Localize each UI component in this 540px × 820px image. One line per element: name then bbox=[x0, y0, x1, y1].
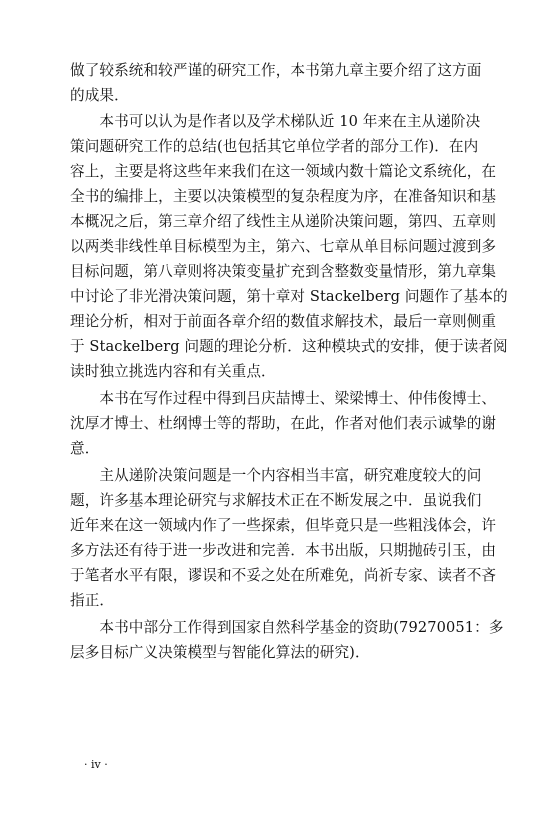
text-line: 近年来在这一领域内作了一些探索，但毕竟只是一些粗浅体会，许 bbox=[70, 517, 497, 534]
text-line: 题，许多基本理论研究与求解技术正在不断发展之中．虽说我们 bbox=[70, 492, 482, 509]
text-line: 策问题研究工作的总结(也包括其它单位学者的部分工作)．在内 bbox=[70, 138, 479, 155]
text-line: 本概况之后，第三章介绍了线性主从递阶决策问题，第四、五章则 bbox=[70, 213, 497, 230]
text-line: 全书的编排上，主要以决策模型的复杂程度为序，在准备知识和基 bbox=[70, 188, 497, 205]
text-line: 层多目标广义决策模型与智能化算法的研究)． bbox=[70, 644, 370, 661]
text-line: 指正． bbox=[70, 592, 115, 609]
text-line: 于笔者水平有限，谬误和不妥之处在所难免，尚祈专家、读者不吝 bbox=[70, 567, 497, 584]
text-line: 理论分析，相对于前面各章介绍的数值求解技术，最后一章则侧重 bbox=[70, 313, 497, 330]
text-line: 本书中部分工作得到国家自然科学基金的资助(79270051：多 bbox=[70, 619, 504, 636]
page-number: · iv · bbox=[84, 758, 108, 771]
text-line: 目标问题，第八章则将决策变量扩充到含整数变量情形，第九章集 bbox=[70, 263, 497, 280]
text-line: 多方法还有待于进一步改进和完善．本书出版，只期抛砖引玉，由 bbox=[70, 542, 497, 559]
text-line: 本书可以认为是作者以及学术梯队近 10 年来在主从递阶决 bbox=[70, 113, 481, 130]
text-line: 的成果． bbox=[70, 87, 129, 104]
text-line: 主从递阶决策问题是一个内容相当丰富，研究难度较大的问 bbox=[70, 467, 482, 484]
text-line: 做了较系统和较严谨的研究工作，本书第九章主要介绍了这方面 bbox=[70, 62, 482, 79]
text-line: 本书在写作过程中得到吕庆喆博士、梁梁博士、仲伟俊博士、 bbox=[70, 390, 497, 407]
text-line: 沈厚才博士、杜纲博士等的帮助，在此，作者对他们表示诚挚的谢 bbox=[70, 415, 497, 432]
text-line: 以两类非线性单目标模型为主，第六、七章从单目标问题过渡到多 bbox=[70, 238, 497, 255]
text-line: 意． bbox=[70, 440, 100, 457]
text-line: 中讨论了非光滑决策问题，第十章对 Stackelberg 问题作了基本的 bbox=[70, 288, 508, 305]
text-line: 读时独立挑选内容和有关重点． bbox=[70, 363, 276, 380]
text-line: 于 Stackelberg 问题的理论分析．这种模块式的安排，便于读者阅 bbox=[70, 338, 508, 355]
text-line: 容上，主要是将这些年来我们在这一领域内数十篇论文系统化，在 bbox=[70, 163, 497, 180]
